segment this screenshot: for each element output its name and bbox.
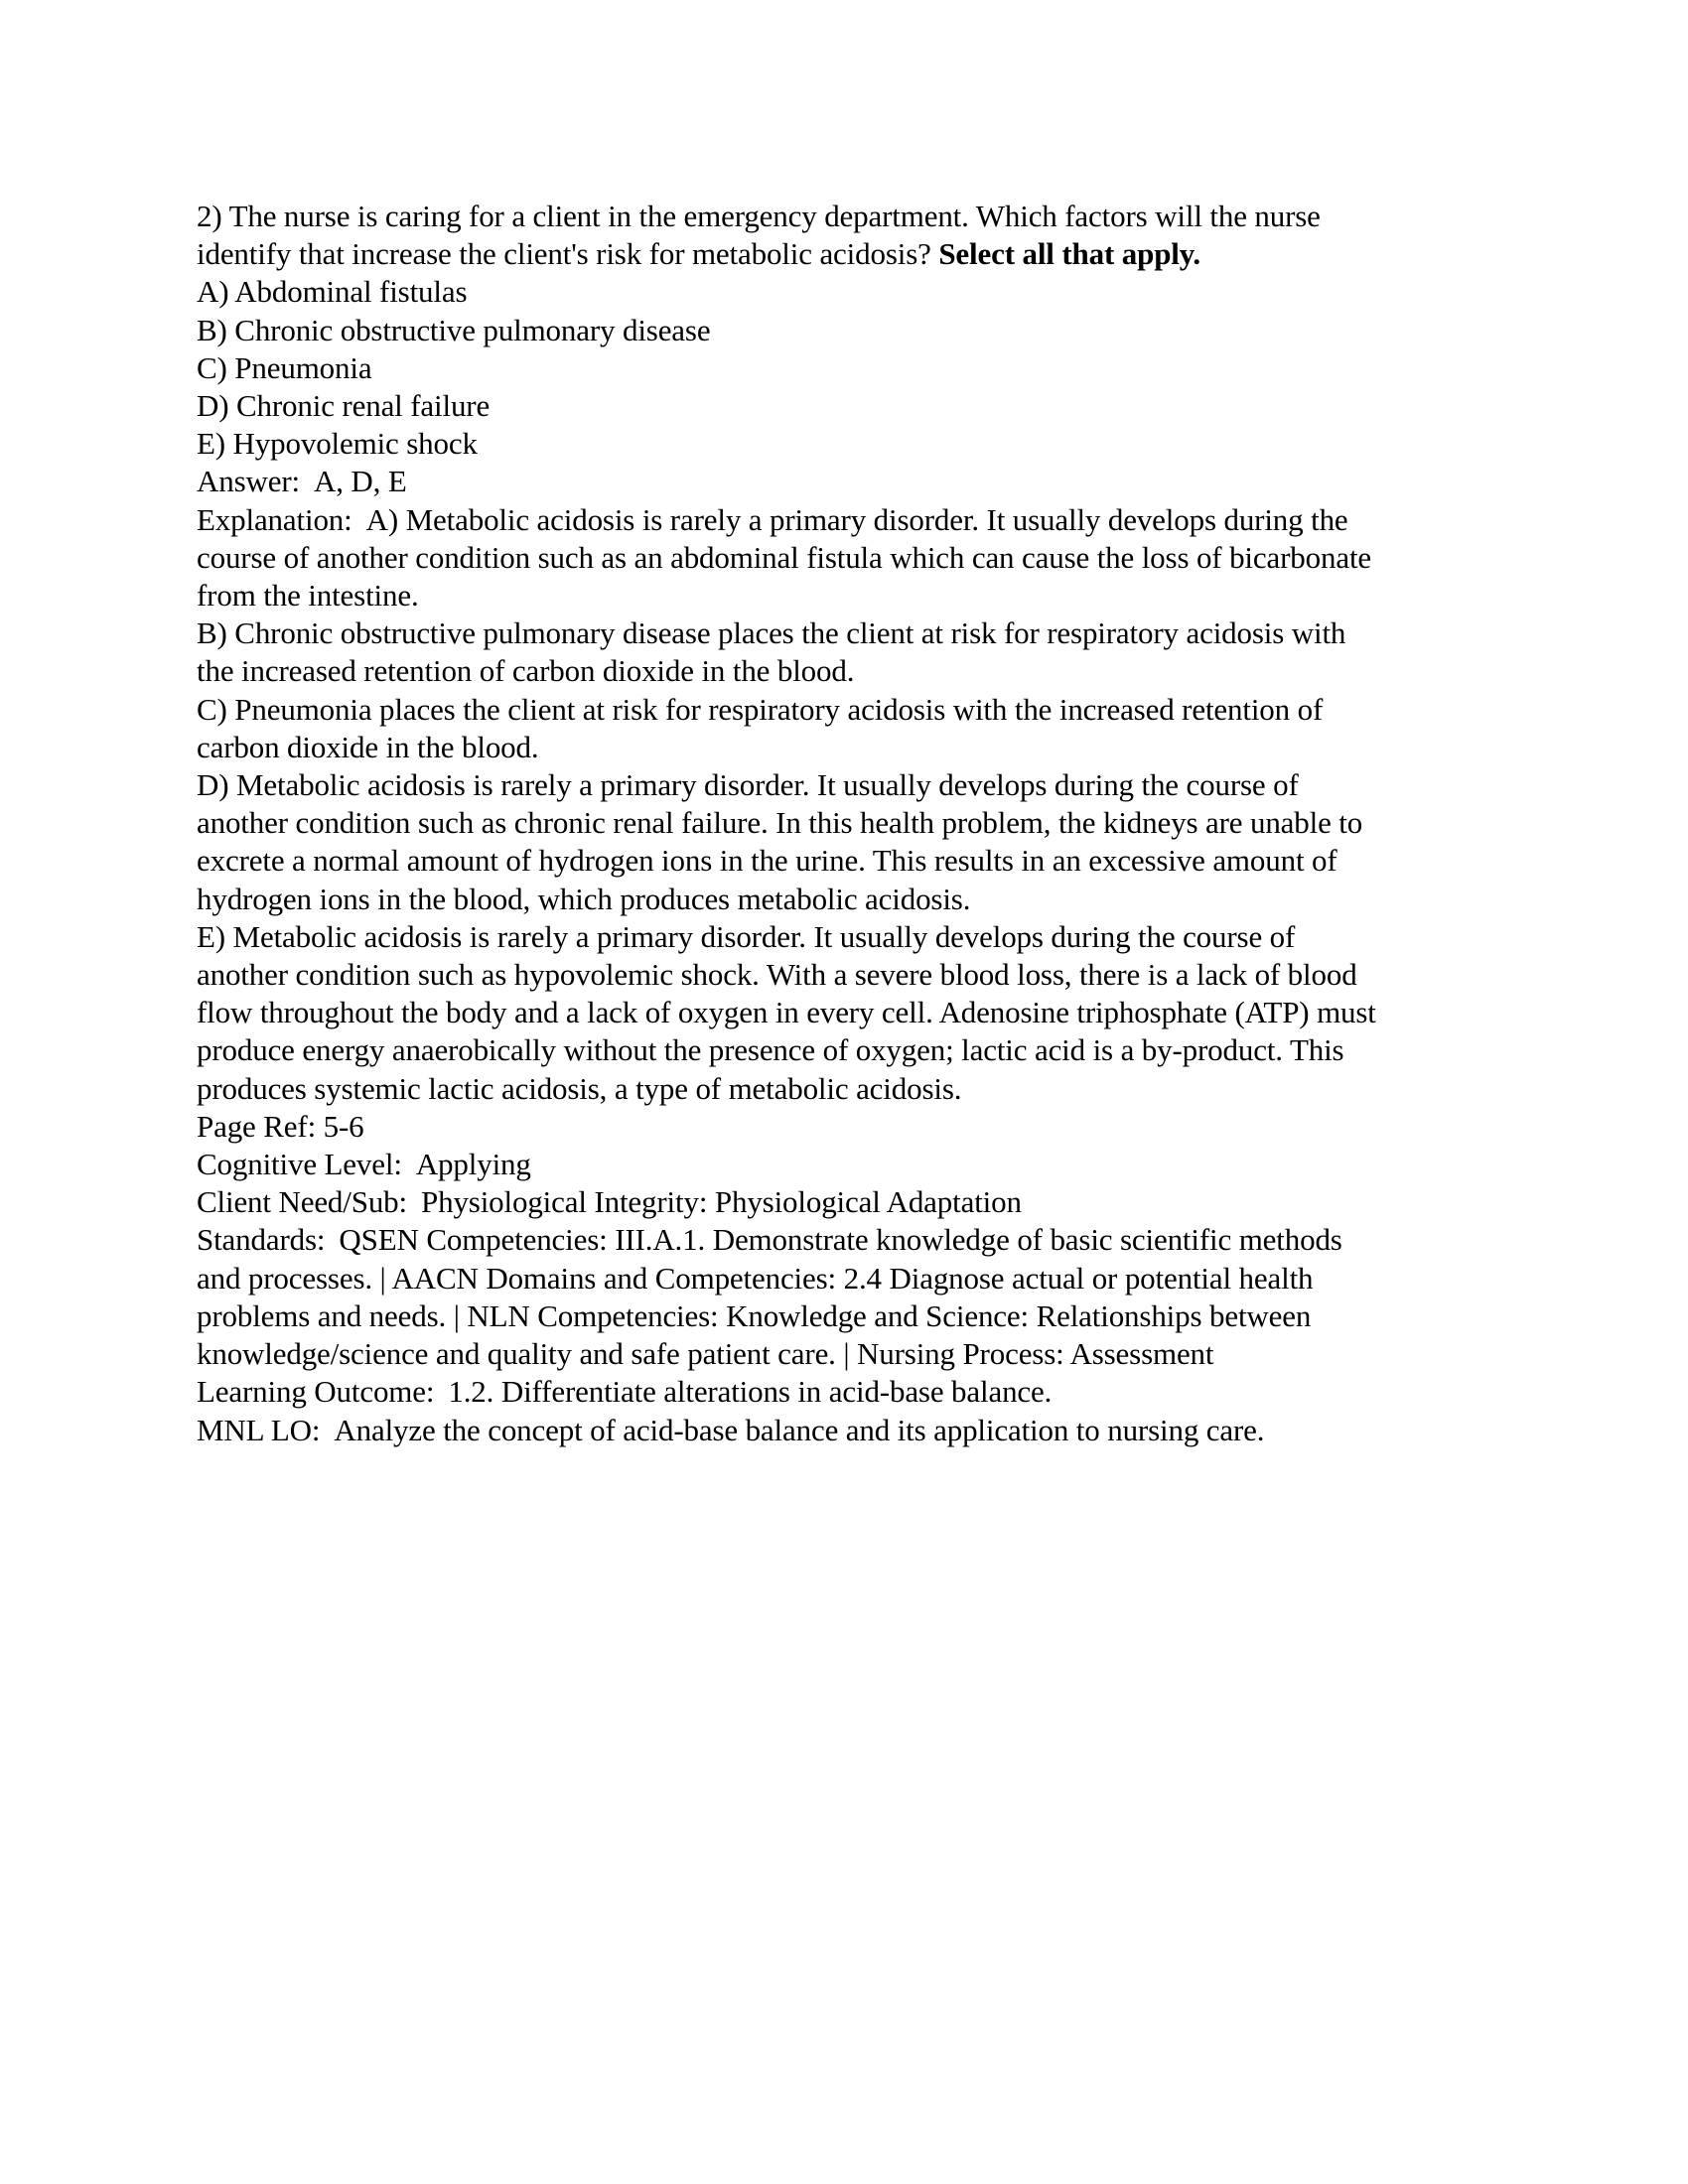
- question-stem-line-2: [197, 235, 1507, 273]
- client-need-label: Client Need/Sub:: [197, 1184, 407, 1220]
- client-need: [197, 1183, 1507, 1221]
- answer-value: A, D, E: [313, 464, 407, 499]
- standards-line: problems and needs. | NLN Competencies: Knowledge and Science: Relationships between: [197, 1297, 1312, 1333]
- explanation-line: from the intestine.: [197, 578, 419, 614]
- standards-label: Standards:: [197, 1222, 326, 1258]
- explanation-line: C) Pneumonia places the client at risk for respiratory acidosis with the increased retention of: [197, 691, 1324, 727]
- explanation-line: the increased retention of carbon dioxide in the blood.: [197, 653, 855, 689]
- explanation-line: flow throughout the body and a lack of oxygen in every cell. Adenosine triphosphate (ATP) must: [197, 995, 1376, 1030]
- question-stem-text: identify that increase the client's risk for metabolic acidosis?: [197, 236, 931, 272]
- explanation-line-1: [197, 501, 1507, 539]
- cognitive-level-value: Applying: [415, 1147, 531, 1182]
- question-stem: [197, 198, 1507, 273]
- explanation-line: E) Metabolic acidosis is rarely a primary disorder. It usually develops during the course of: [197, 918, 1296, 954]
- cognitive-level-label: Cognitive Level:: [197, 1147, 402, 1182]
- question-stem-line-1: 2) The nurse is caring for a client in the emergency department. Which factors will the nurse: [197, 199, 1321, 233]
- standards-first-line: QSEN Competencies: III.A.1. Demonstrate knowledge of basic scientific methods: [339, 1222, 1342, 1258]
- mnl-lo-label: MNL LO:: [197, 1412, 321, 1447]
- answer-options: [197, 273, 1507, 463]
- learning-outcome: [197, 1373, 1507, 1411]
- option-e: E) Hypovolemic shock: [197, 426, 478, 462]
- answer-label: Answer:: [197, 464, 300, 499]
- explanation-label: Explanation:: [197, 501, 352, 537]
- explanation-line: excrete a normal amount of hydrogen ions in the urine. This results in an excessive amount of: [197, 843, 1337, 879]
- document-page: [197, 198, 1507, 1449]
- learning-outcome-label: Learning Outcome:: [197, 1374, 435, 1410]
- standards-line: knowledge/science and quality and safe patient care. | Nursing Process: Assessment: [197, 1336, 1214, 1372]
- option-a: A) Abdominal fistulas: [197, 274, 468, 310]
- cognitive-level: [197, 1146, 1507, 1183]
- page-ref: Page Ref: 5-6: [197, 1108, 364, 1144]
- explanation-first-line: A) Metabolic acidosis is rarely a primary disorder. It usually develops during the: [365, 501, 1348, 537]
- explanation-line: hydrogen ions in the blood, which produces metabolic acidosis.: [197, 881, 971, 916]
- client-need-value: Physiological Integrity: Physiological Adaptation: [421, 1184, 1022, 1220]
- explanation-line: another condition such as hypovolemic shock. With a severe blood loss, there is a lack of blood: [197, 957, 1357, 993]
- option-d: D) Chronic renal failure: [197, 388, 491, 424]
- question-metadata: [197, 1108, 1507, 1449]
- learning-outcome-value: 1.2. Differentiate alterations in acid-base balance.: [448, 1374, 1053, 1410]
- explanation-line: B) Chronic obstructive pulmonary disease places the client at risk for respiratory acidosis with: [197, 615, 1346, 651]
- option-b: B) Chronic obstructive pulmonary disease: [197, 312, 711, 347]
- standards-line: and processes. | AACN Domains and Competencies: 2.4 Diagnose actual or potential health: [197, 1260, 1314, 1296]
- explanation: [197, 501, 1507, 1108]
- explanation-line: course of another condition such as an abdominal fistula which can cause the loss of bicarbonate: [197, 539, 1372, 575]
- explanation-line: another condition such as chronic renal failure. In this health problem, the kidneys are unable to: [197, 805, 1363, 841]
- explanation-line: produces systemic lactic acidosis, a type of metabolic acidosis.: [197, 1070, 962, 1106]
- explanation-line: carbon dioxide in the blood.: [197, 729, 539, 764]
- standards-line-1: [197, 1221, 1507, 1259]
- option-c: C) Pneumonia: [197, 349, 372, 385]
- select-all-instruction: Select all that apply.: [938, 236, 1200, 272]
- explanation-line: D) Metabolic acidosis is rarely a primary disorder. It usually develops during the course of: [197, 767, 1299, 803]
- mnl-lo: [197, 1412, 1507, 1449]
- explanation-line: produce energy anaerobically without the presence of oxygen; lactic acid is a by-product. This: [197, 1032, 1344, 1068]
- answer-line: [197, 463, 1507, 500]
- mnl-lo-value: Analyze the concept of acid-base balance and its application to nursing care.: [334, 1412, 1265, 1447]
